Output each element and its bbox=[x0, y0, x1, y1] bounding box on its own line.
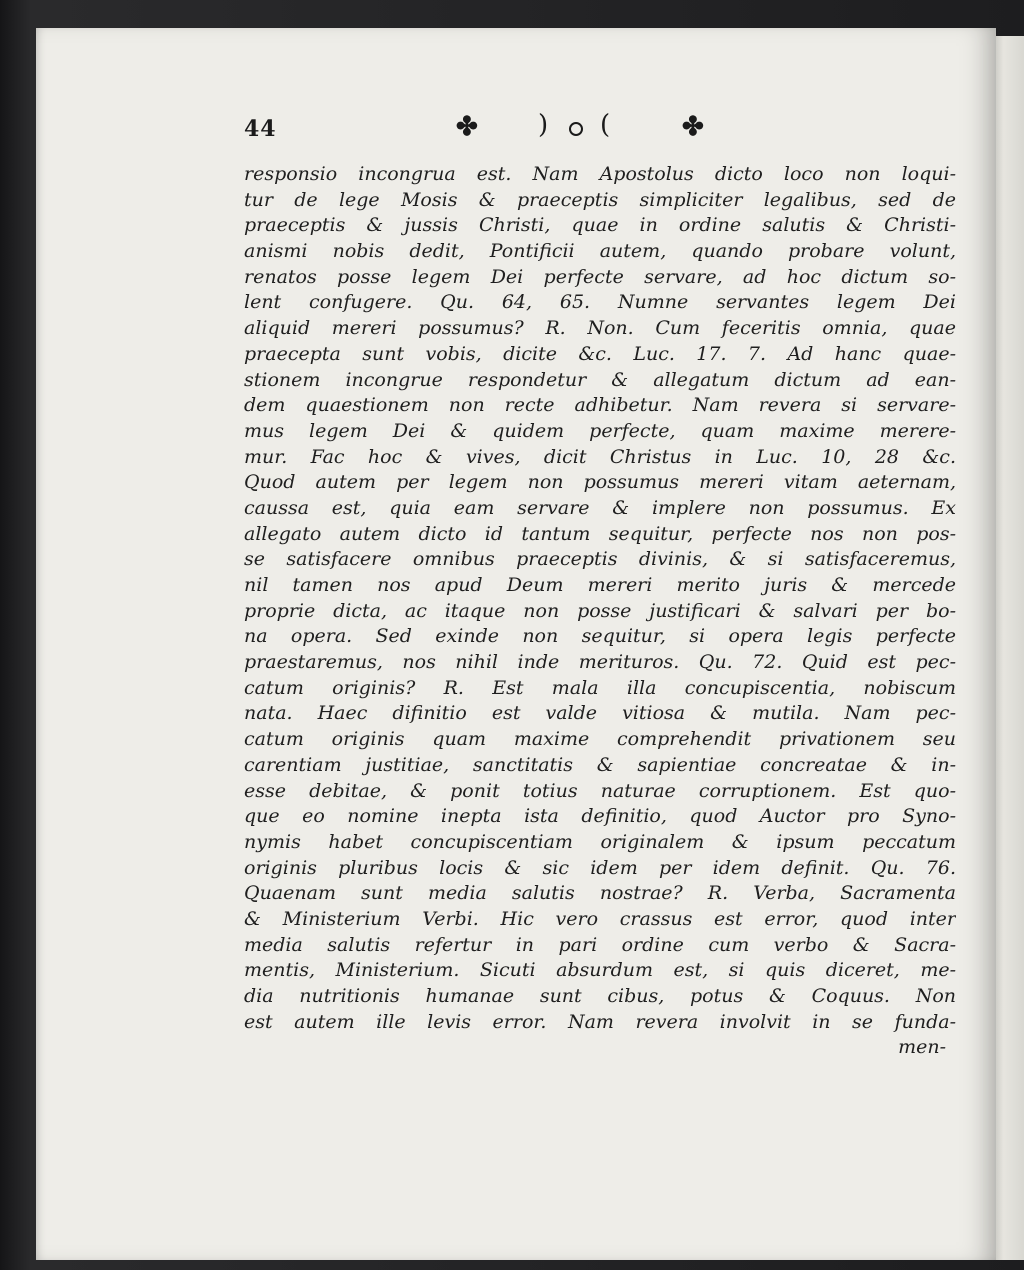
header-paren-right: ( bbox=[600, 110, 611, 140]
body-text bbox=[244, 162, 956, 1061]
text-line: na opera. Sed exinde non sequitur, si opera legis perfecte bbox=[244, 625, 956, 648]
catchword: men- bbox=[898, 1036, 946, 1059]
text-line: responsio incongrua est. Nam Apostolus dicto loco non loqui- bbox=[244, 163, 956, 185]
header-circle-ornament bbox=[569, 122, 583, 136]
fleuron-ornament-left: ✤ bbox=[456, 112, 478, 142]
text-line: Quaenam sunt media salutis nostrae? R. Verba, Sacramenta bbox=[244, 882, 956, 905]
text-line: allegato autem dicto id tantum sequitur, perfecte nos non pos- bbox=[244, 522, 956, 545]
text-line: est autem ille levis error. Nam revera involvit in se funda- bbox=[244, 1010, 956, 1033]
text-line: praeceptis & jussis Christi, quae in ordine salutis & Christi- bbox=[244, 214, 956, 237]
text-line: Quod autem per legem non possumus mereri vitam aeternam, bbox=[244, 471, 956, 494]
text-line: catum originis? R. Est mala illa concupiscentia, nobiscum bbox=[244, 676, 956, 699]
text-line: mur. Fac hoc & vives, dicit Christus in Luc. 10, 28 &c. bbox=[244, 445, 956, 468]
text-line: praecepta sunt vobis, dicite &c. Luc. 17. 7. Ad hanc quae- bbox=[244, 342, 956, 365]
header-paren-left: ) bbox=[538, 110, 549, 140]
text-line: renatos posse legem Dei perfecte servare, ad hoc dictum so- bbox=[244, 265, 956, 288]
text-line: mentis, Ministerium. Sicuti absurdum est, si quis diceret, me- bbox=[244, 959, 956, 982]
text-line: proprie dicta, ac itaque non posse justificari & salvari per bo- bbox=[244, 599, 956, 622]
text-line: aliquid mereri possumus? R. Non. Cum feceritis omnia, quae bbox=[244, 317, 956, 340]
text-line: anismi nobis dedit, Pontificii autem, quando probare volunt, bbox=[244, 240, 956, 263]
text-line: nil tamen nos apud Deum mereri merito juris & mercede bbox=[244, 574, 956, 596]
text-line: nymis habet concupiscentiam originalem & ipsum peccatum bbox=[244, 830, 956, 853]
text-line: lent confugere. Qu. 64, 65. Numne servantes legem Dei bbox=[244, 291, 956, 314]
text-line: dia nutritionis humanae sunt cibus, potus & Coquus. Non bbox=[244, 985, 956, 1007]
text-line: caussa est, quia eam servare & implere non possumus. Ex bbox=[244, 496, 956, 519]
text-line: & Ministerium Verbi. Hic vero crassus est error, quod inter bbox=[244, 907, 956, 930]
fleuron-ornament-right: ✤ bbox=[682, 112, 704, 142]
text-line: mus legem Dei & quidem perfecte, quam maxime merere- bbox=[244, 419, 956, 442]
page-header bbox=[244, 112, 964, 152]
text-line: originis pluribus locis & sic idem per idem definit. Qu. 76. bbox=[244, 856, 956, 879]
text-line: media salutis refertur in pari ordine cum verbo & Sacra- bbox=[244, 933, 956, 956]
text-line: carentiam justitiae, sanctitatis & sapientiae concreatae & in- bbox=[244, 753, 956, 776]
text-line: que eo nomine inepta ista definitio, quod Auctor pro Syno- bbox=[244, 805, 956, 828]
text-line: praestaremus, nos nihil inde merituros. Qu. 72. Quid est pec- bbox=[244, 651, 956, 674]
text-line: stionem incongrue respondetur & allegatum dictum ad ean- bbox=[244, 368, 956, 391]
text-line: nata. Haec difinitio est valde vitiosa & mutila. Nam pec- bbox=[244, 702, 956, 725]
text-line: esse debitae, & ponit totius naturae corruptionem. Est quo- bbox=[244, 779, 956, 802]
text-line: catum originis quam maxime comprehendit privationem seu bbox=[244, 728, 956, 751]
text-line: dem quaestionem non recte adhibetur. Nam revera si servare- bbox=[244, 394, 956, 417]
text-line: se satisfacere omnibus praeceptis divinis, & si satisfaceremus, bbox=[244, 548, 956, 571]
text-line: tur de lege Mosis & praeceptis simpliciter legalibus, sed de bbox=[244, 188, 956, 211]
page-number: 44 bbox=[244, 116, 277, 142]
